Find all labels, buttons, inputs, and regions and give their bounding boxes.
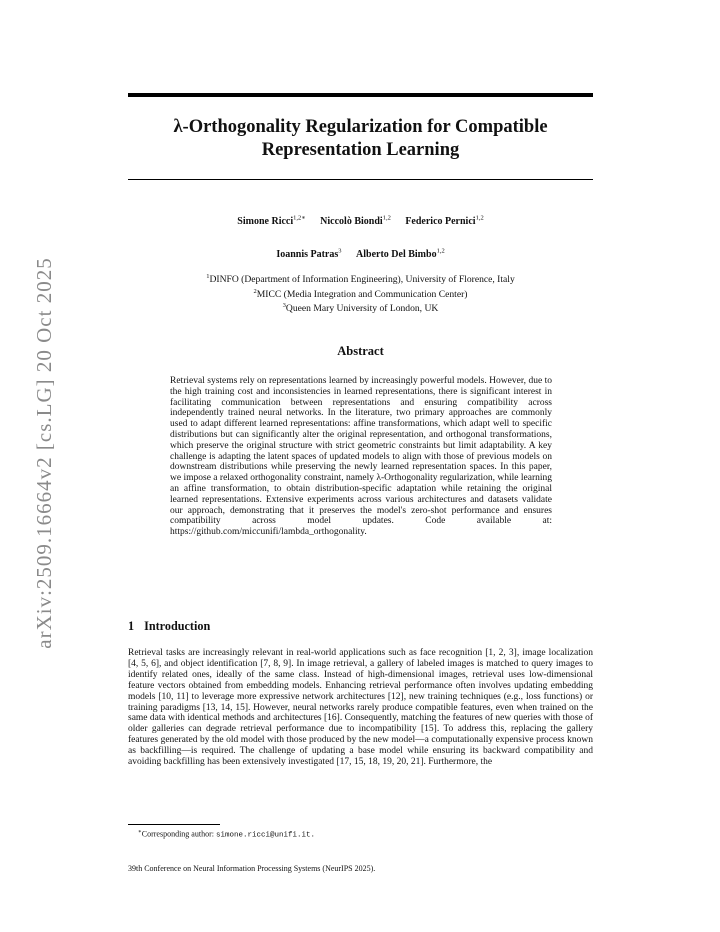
author: Simone Ricci$^{1,2∗}$ bbox=[237, 215, 306, 228]
title-bottom-rule bbox=[128, 179, 593, 180]
author: Ioannis Patras$^3$ bbox=[276, 248, 342, 261]
arxiv-identifier: arXiv:2509.16664v2 [cs.LG] 20 Oct 2025 bbox=[32, 257, 56, 649]
paper-title: λ-Orthogonality Regularization for Compatible Representation Learning bbox=[173, 117, 548, 160]
footnote bbox=[138, 827, 315, 841]
title-top-rule bbox=[128, 93, 593, 97]
affiliation-line: $^1$DINFO (Department of Information Engineering), University of Florence, Italy bbox=[206, 273, 515, 286]
introduction-text: Retrieval tasks are increasingly relevant in real-world applications such as face recognition [1, 2, 3], image localization [4, 5, 6], and object identification [7, 8, 9]. In image retrieval, a gallery of labeled images is matched to query images to identify related ones, ideally of the same class. Instead of high-dimensional images, retrieval uses low-dimensional feature vectors obtained from embedding models. Enhancing retrieval performance often involves updating embedding models [10, 11] to leverage more expressive network architectures [12], new training techniques (e.g., loss functions) or training paradigms [13, 14, 15]. However, neural networks rarely produce compatible features, even when trained on the same data with identical methods and architectures [16]. Consequently, matching the features of new queries with those of older galleries can degrade retrieval performance due to incompatibility [15]. To address this, replacing the gallery features generated by the old model with those produced by the new model—a computationally expensive process known as backfilling—is required. The challenge of updating a base model while ensuring its backward compatibility and avoiding backfilling has been extensively investigated [17, 15, 18, 19, 20, 21]. Furthermore, the bbox=[128, 648, 594, 768]
authors-row-2 bbox=[128, 245, 593, 261]
author: Niccolò Biondi$^{1,2}$ bbox=[320, 215, 391, 228]
abstract-heading: Abstract bbox=[337, 344, 384, 358]
section-number: 1 bbox=[128, 619, 135, 633]
authors-row-1 bbox=[128, 212, 593, 228]
section-heading bbox=[128, 619, 210, 634]
footnote-mark: ∗ bbox=[138, 829, 142, 835]
footnote-email: simone.ricci@unifi.it. bbox=[215, 831, 315, 840]
author: Alberto Del Bimbo$^{1,2}$ bbox=[356, 248, 445, 261]
section-title: Introduction bbox=[144, 619, 211, 633]
footnote-rule bbox=[128, 824, 220, 825]
affiliations bbox=[128, 271, 593, 315]
author: Federico Pernici$^{1,2}$ bbox=[405, 215, 484, 228]
footnote-label: Corresponding author: bbox=[141, 829, 216, 839]
affiliation-line: $^2$MICC (Media Integration and Communication Center) bbox=[253, 287, 468, 300]
abstract-text: Retrieval systems rely on representations learned by increasingly powerful models. However, due to the high training cost and inconsistencies in learned representations, there is significant interest in facilitating communication between representations and ensuring compatibility across independently trained neural networks. In the literature, two primary approaches are commonly used to adapt different learned representations: affine transformations, which adapt well to specific distributions but can significantly alter the original representation, and orthogonal transformations, which preserve the original structure with strict geometric constraints but limit adaptability. A key challenge is adapting the latent spaces of updated models to align with those of previous models on downstream distributions while preserving the newly learned representation spaces. In this paper, we impose a relaxed orthogonality constraint, namely λ-Orthogonality regularization, while learning an affine transformation, to obtain distribution-specific adaptation while retaining the original learned representations. Extensive experiments across various architectures and datasets validate our approach, demonstrating that it preserves the model's zero-shot performance and ensures compatibility across model updates. Code available at: https://github.com/miccunifi/lambda_orthogonality. bbox=[170, 376, 552, 538]
conference-note: 39th Conference on Neural Information Processing Systems (NeurIPS 2025). bbox=[128, 864, 376, 873]
affiliation-line: $^3$Queen Mary University of London, UK bbox=[282, 302, 439, 315]
